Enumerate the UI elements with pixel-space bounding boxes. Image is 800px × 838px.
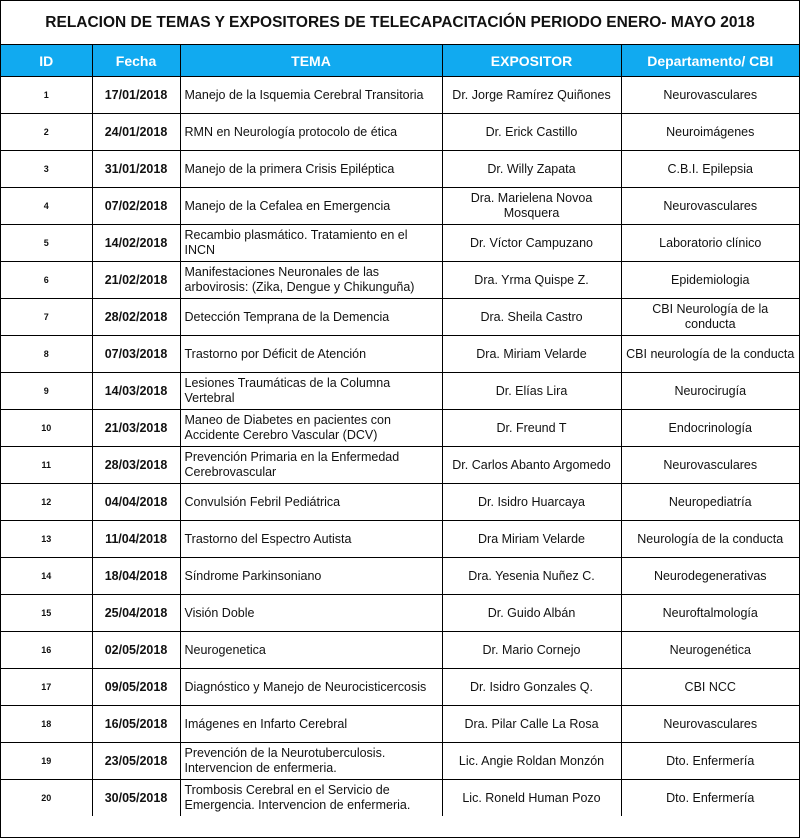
cell-fecha: 30/05/2018 [92, 780, 180, 817]
cell-id: 10 [1, 410, 92, 447]
table-row [1, 188, 799, 225]
cell-departamento: Neurovasculares [621, 447, 799, 484]
cell-id: 12 [1, 484, 92, 521]
table-row [1, 262, 799, 299]
cell-fecha: 31/01/2018 [92, 151, 180, 188]
cell-tema: Trastorno por Déficit de Atención [180, 336, 442, 373]
cell-departamento: Neurocirugía [621, 373, 799, 410]
cell-departamento: C.B.I. Epilepsia [621, 151, 799, 188]
cell-id: 13 [1, 521, 92, 558]
schedule-table [1, 45, 799, 816]
cell-tema: Diagnóstico y Manejo de Neurocisticercosis [180, 669, 442, 706]
table-row [1, 77, 799, 114]
cell-id: 1 [1, 77, 92, 114]
cell-expositor: Dr. Mario Cornejo [442, 632, 621, 669]
cell-expositor: Dr. Víctor Campuzano [442, 225, 621, 262]
cell-departamento: Neuroimágenes [621, 114, 799, 151]
cell-departamento: Neurovasculares [621, 188, 799, 225]
cell-expositor: Dra. Pilar Calle La Rosa [442, 706, 621, 743]
cell-tema: Trastorno del Espectro Autista [180, 521, 442, 558]
column-header-fecha: Fecha [92, 45, 180, 77]
cell-id: 7 [1, 299, 92, 336]
table-row [1, 521, 799, 558]
cell-id: 8 [1, 336, 92, 373]
table-row [1, 447, 799, 484]
table-body [1, 77, 799, 817]
cell-expositor: Dr. Guido Albán [442, 595, 621, 632]
cell-departamento: CBI NCC [621, 669, 799, 706]
cell-id: 19 [1, 743, 92, 780]
cell-fecha: 04/04/2018 [92, 484, 180, 521]
cell-departamento: Neuroftalmología [621, 595, 799, 632]
cell-fecha: 24/01/2018 [92, 114, 180, 151]
table-row [1, 336, 799, 373]
cell-id: 20 [1, 780, 92, 817]
cell-tema: Manejo de la Isquemia Cerebral Transitoria [180, 77, 442, 114]
cell-fecha: 18/04/2018 [92, 558, 180, 595]
cell-expositor: Dr. Elías Lira [442, 373, 621, 410]
table-row [1, 558, 799, 595]
table-row [1, 780, 799, 817]
cell-departamento: Endocrinología [621, 410, 799, 447]
document-title: RELACION DE TEMAS Y EXPOSITORES DE TELECAPACITACIÓN PERIODO ENERO- MAYO 2018 [1, 1, 799, 45]
cell-tema: Síndrome Parkinsoniano [180, 558, 442, 595]
cell-tema: Manejo de la primera Crisis Epiléptica [180, 151, 442, 188]
cell-tema: Lesiones Traumáticas de la Columna Vertebral [180, 373, 442, 410]
cell-id: 4 [1, 188, 92, 225]
table-header-row [1, 45, 799, 77]
cell-departamento: Neurovasculares [621, 706, 799, 743]
table-row [1, 373, 799, 410]
cell-fecha: 02/05/2018 [92, 632, 180, 669]
cell-departamento: Laboratorio clínico [621, 225, 799, 262]
cell-fecha: 25/04/2018 [92, 595, 180, 632]
cell-expositor: Dr. Jorge Ramírez Quiñones [442, 77, 621, 114]
cell-fecha: 07/02/2018 [92, 188, 180, 225]
cell-id: 9 [1, 373, 92, 410]
cell-expositor: Dra. Yesenia Nuñez C. [442, 558, 621, 595]
cell-expositor: Dra Miriam Velarde [442, 521, 621, 558]
cell-fecha: 21/02/2018 [92, 262, 180, 299]
cell-fecha: 11/04/2018 [92, 521, 180, 558]
cell-expositor: Dra. Marielena Novoa Mosquera [442, 188, 621, 225]
cell-fecha: 07/03/2018 [92, 336, 180, 373]
cell-departamento: Neurodegenerativas [621, 558, 799, 595]
cell-departamento: Epidemiologia [621, 262, 799, 299]
cell-departamento: Neuropediatría [621, 484, 799, 521]
cell-id: 15 [1, 595, 92, 632]
cell-expositor: Dr. Freund T [442, 410, 621, 447]
table-row [1, 595, 799, 632]
cell-tema: Prevención de la Neurotuberculosis. Intervencion de enfermeria. [180, 743, 442, 780]
table-row [1, 484, 799, 521]
cell-tema: Imágenes en Infarto Cerebral [180, 706, 442, 743]
cell-fecha: 28/03/2018 [92, 447, 180, 484]
cell-id: 6 [1, 262, 92, 299]
cell-fecha: 21/03/2018 [92, 410, 180, 447]
cell-tema: Visión Doble [180, 595, 442, 632]
cell-expositor: Dra. Miriam Velarde [442, 336, 621, 373]
cell-expositor: Dr. Isidro Gonzales Q. [442, 669, 621, 706]
cell-id: 17 [1, 669, 92, 706]
cell-departamento: Neurología de la conducta [621, 521, 799, 558]
cell-departamento: CBI neurología de la conducta [621, 336, 799, 373]
cell-id: 5 [1, 225, 92, 262]
cell-expositor: Dra. Sheila Castro [442, 299, 621, 336]
cell-tema: Manejo de la Cefalea en Emergencia [180, 188, 442, 225]
table-row [1, 410, 799, 447]
cell-departamento: Neurogenética [621, 632, 799, 669]
cell-expositor: Lic. Roneld Human Pozo [442, 780, 621, 817]
table-row [1, 299, 799, 336]
cell-tema: Recambio plasmático. Tratamiento en el INCN [180, 225, 442, 262]
cell-tema: Detección Temprana de la Demencia [180, 299, 442, 336]
cell-tema: Prevención Primaria en la Enfermedad Cerebrovascular [180, 447, 442, 484]
cell-fecha: 28/02/2018 [92, 299, 180, 336]
column-header-departamento: Departamento/ CBI [621, 45, 799, 77]
cell-fecha: 23/05/2018 [92, 743, 180, 780]
cell-departamento: CBI Neurología de la conducta [621, 299, 799, 336]
table-row [1, 151, 799, 188]
cell-tema: Neurogenetica [180, 632, 442, 669]
table-row [1, 706, 799, 743]
cell-id: 3 [1, 151, 92, 188]
cell-fecha: 09/05/2018 [92, 669, 180, 706]
cell-id: 18 [1, 706, 92, 743]
cell-expositor: Dr. Carlos Abanto Argomedo [442, 447, 621, 484]
cell-id: 2 [1, 114, 92, 151]
cell-tema: RMN en Neurología protocolo de ética [180, 114, 442, 151]
table-row [1, 669, 799, 706]
table-row [1, 743, 799, 780]
cell-expositor: Dr. Willy Zapata [442, 151, 621, 188]
cell-departamento: Dto. Enfermería [621, 780, 799, 817]
cell-id: 11 [1, 447, 92, 484]
cell-fecha: 16/05/2018 [92, 706, 180, 743]
cell-fecha: 14/03/2018 [92, 373, 180, 410]
table-row [1, 632, 799, 669]
column-header-id: ID [1, 45, 92, 77]
cell-tema: Manifestaciones Neuronales de las arbovirosis: (Zika, Dengue y Chikunguña) [180, 262, 442, 299]
cell-departamento: Dto. Enfermería [621, 743, 799, 780]
cell-id: 16 [1, 632, 92, 669]
table-row [1, 114, 799, 151]
cell-tema: Trombosis Cerebral en el Servicio de Emergencia. Intervencion de enfermeria. [180, 780, 442, 817]
cell-fecha: 14/02/2018 [92, 225, 180, 262]
cell-departamento: Neurovasculares [621, 77, 799, 114]
cell-id: 14 [1, 558, 92, 595]
cell-expositor: Dr. Erick Castillo [442, 114, 621, 151]
cell-tema: Convulsión Febril Pediátrica [180, 484, 442, 521]
cell-tema: Maneo de Diabetes en pacientes con Accidente Cerebro Vascular (DCV) [180, 410, 442, 447]
cell-fecha: 17/01/2018 [92, 77, 180, 114]
cell-expositor: Dr. Isidro Huarcaya [442, 484, 621, 521]
table-row [1, 225, 799, 262]
cell-expositor: Dra. Yrma Quispe Z. [442, 262, 621, 299]
column-header-tema: TEMA [180, 45, 442, 77]
column-header-expositor: EXPOSITOR [442, 45, 621, 77]
cell-expositor: Lic. Angie Roldan Monzón [442, 743, 621, 780]
